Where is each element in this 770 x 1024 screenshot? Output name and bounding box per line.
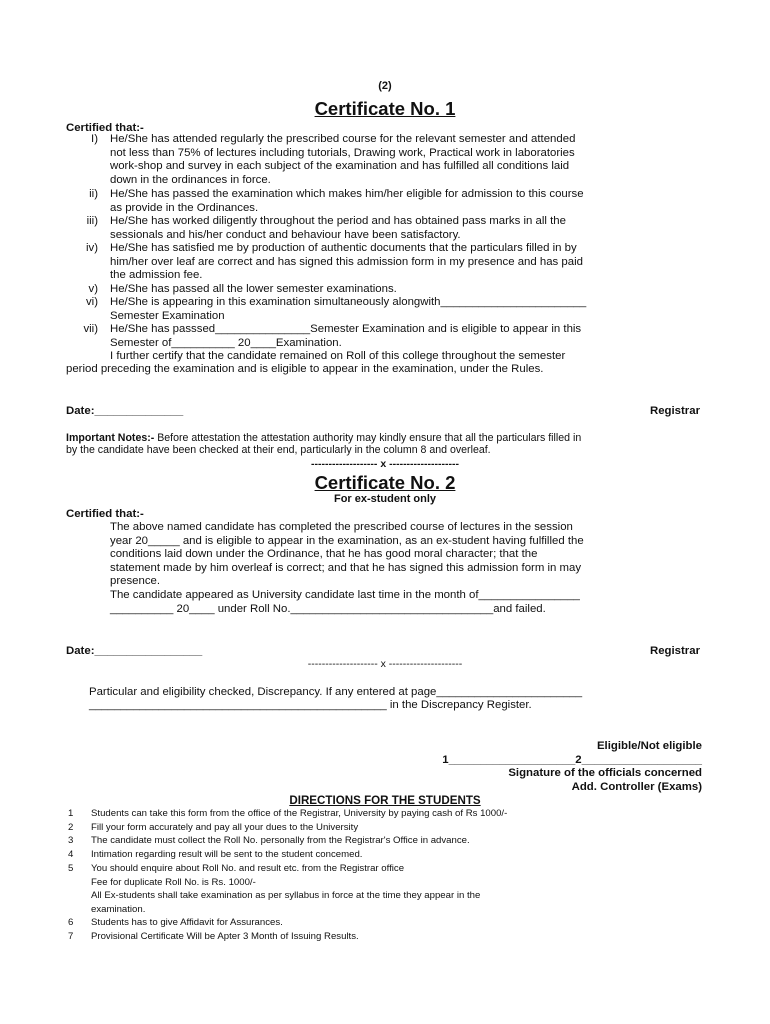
item-number: vii) bbox=[83, 323, 98, 335]
further-certify-line: period preceding the examination and is eligible to appear in the examination, under the Rules. bbox=[66, 363, 544, 375]
important-notes-label: Important Notes:- bbox=[66, 432, 155, 444]
list-item: You should enquire about Roll No. and result etc. from the Registrar office Fee for duplicate Roll No. is Rs. 1000/- All Ex-students shall take examination as per syllabus in force at the time they appear in the examination. bbox=[91, 863, 481, 915]
eligible-label: Eligible/Not eligible bbox=[596, 740, 702, 752]
list-item: Intimation regarding result will be sent to the student concemed. bbox=[91, 849, 363, 860]
item-number: iv) bbox=[85, 242, 98, 254]
certificate-1-title: Certificate No. 1 bbox=[314, 98, 456, 119]
controller-label: Add. Controller (Exams) bbox=[571, 781, 702, 793]
item-number: vi) bbox=[85, 296, 98, 308]
certificate-2-title: Certificate No. 2 bbox=[314, 472, 456, 493]
certificate-2-subtitle: For ex-student only bbox=[333, 493, 437, 505]
list-item: He/She has passsed_______________Semester Examination and is eligible to appear in this Semester of__________ 20____Examination. bbox=[110, 323, 582, 349]
page-number: (2) bbox=[378, 80, 392, 92]
list-item: He/She has passed all the lower semester examinations. bbox=[110, 283, 397, 295]
registrar-label: Registrar bbox=[649, 645, 700, 657]
list-item: He/She has worked diligently throughout the period and has obtained pass marks in all the sessionals and his/her conduct and behaviour have been satisfactory. bbox=[110, 215, 566, 241]
list-item: The candidate must collect the Roll No. personally from the Registrar's Office in advance. bbox=[91, 835, 470, 846]
item-number: v) bbox=[88, 283, 98, 295]
item-number: 5 bbox=[68, 863, 74, 874]
important-notes: Important Notes:- Before attestation the attestation authority may kindly ensure that all the particulars filled in bbox=[66, 432, 582, 444]
list-item: He/She has satisfied me by production of authentic documents that the particulars filled in by him/her over leaf are correct and has signed this admission form in my presence and has paid the admission fee. bbox=[110, 242, 583, 282]
certified-that-label: Certified that:- bbox=[66, 508, 144, 520]
certificate-2-paragraph: The above named candidate has completed the prescribed course of lectures in the session year 20_____ and is eligible to appear in the examination, as an ex-student having fulfilled the conditions laid down under the Ordinance, that he has good moral character; that the statement made by him overleaf is correct; and that he has signed this admission form in may presence. The candidate appeared as University candidate last time in the month of________________ __________ 20____ under Roll No.________________________________and failed. bbox=[110, 521, 584, 615]
registrar-label: Registrar bbox=[649, 405, 700, 417]
list-item: Provisional Certificate Will be Apter 3 Month of Issuing Results. bbox=[91, 931, 359, 942]
item-number: ii) bbox=[89, 188, 98, 200]
date-field: Date:_________________ bbox=[66, 645, 203, 657]
item-number: 3 bbox=[68, 835, 74, 846]
item-number: 6 bbox=[68, 917, 74, 928]
section-divider: ------------------- x -------------------- bbox=[310, 458, 460, 470]
important-notes-line: by the candidate have been checked at their end, particularly in the column 8 and overleaf. bbox=[66, 444, 491, 456]
certified-that-label: Certified that:- bbox=[66, 122, 144, 134]
list-item: Students has to give Affidavit for Assurances. bbox=[91, 917, 283, 928]
item-number: 7 bbox=[68, 931, 74, 942]
date-field: Date:______________ bbox=[66, 405, 184, 417]
list-item: He/She has passed the examination which makes him/her eligible for admission to this course as provide in the Ordinances. bbox=[110, 188, 584, 214]
officials-signature-label: Signature of the officials concerned bbox=[508, 767, 702, 779]
discrepancy-line: _______________________________________________ in the Discrepancy Register. bbox=[89, 699, 532, 711]
item-number: I) bbox=[91, 133, 98, 145]
signature-line: 1____________________2___________________ bbox=[442, 754, 702, 766]
list-item: He/She is appearing in this examination simultaneously alongwith_______________________ Semester Examination bbox=[110, 296, 587, 322]
further-certify-line: I further certify that the candidate remained on Roll of this college throughout the semester bbox=[110, 350, 566, 362]
list-item: Fill your form accurately and pay all your dues to the University bbox=[91, 822, 359, 833]
discrepancy-line: Particular and eligibility checked, Discrepancy. If any entered at page_______________________ bbox=[89, 686, 583, 698]
list-item: He/She has attended regularly the prescribed course for the relevant semester and attended not less than 75% of lectures including tutorials, Drawing work, Practical work in laboratories work-shop and survey in each subject of the examination and has fulfilled all conditions laid down in the ordinances in force. bbox=[110, 133, 576, 186]
section-divider: -------------------- x --------------------- bbox=[307, 658, 463, 670]
item-number: 1 bbox=[68, 808, 74, 819]
directions-title: DIRECTIONS FOR THE STUDENTS bbox=[289, 794, 481, 807]
item-number: iii) bbox=[86, 215, 98, 227]
list-item: Students can take this form from the office of the Registrar, University by paying cash of Rs 1000/- bbox=[91, 808, 508, 819]
item-number: 2 bbox=[68, 822, 74, 833]
item-number: 4 bbox=[68, 849, 74, 860]
